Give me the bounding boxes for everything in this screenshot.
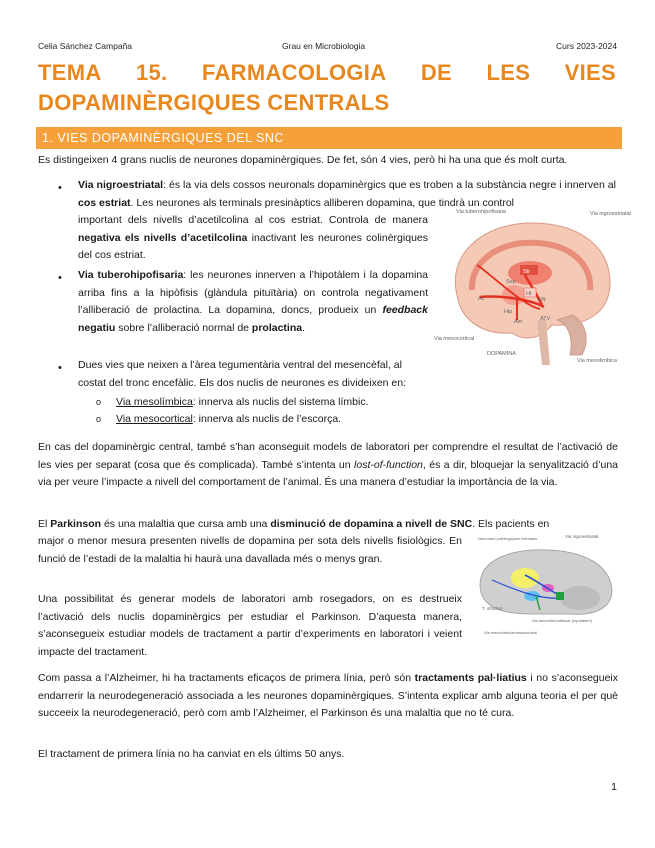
bullet2-feedback: feedback <box>382 304 428 316</box>
bullet1-paragraph-rest <box>78 212 428 265</box>
header-course: Curs 2023-2024 <box>556 41 617 51</box>
header-degree: Grau en Microbiologia <box>282 41 366 51</box>
intro-paragraph: Es distingeixen 4 grans nuclis de neurones dopaminèrgiques. De fet, són 4 vies, però hi ha una que és molt curta. <box>38 154 568 166</box>
bullet2-text-c: . <box>302 321 306 334</box>
page-title <box>38 58 616 118</box>
title-word: FARMACOLOGIA <box>201 60 387 85</box>
bullet3-paragraph: Dues vies que neixen a l’àrea tegumentària ventral del mesencèfal, al costat del tronc encefàlic. Els dos nuclis de neurones es divideixen en: <box>78 359 407 389</box>
mesocortical-term: Via mesocortical <box>116 413 193 425</box>
paragraph-lab-models <box>38 439 618 492</box>
sub-bullet-mesocortical <box>96 411 342 428</box>
fig2-label-olf: T. olfactori <box>482 606 503 611</box>
rodent-vta-box <box>556 592 564 600</box>
label-sn: SN <box>538 297 546 303</box>
para4-text-b: i no s’aconsegueix endarrerir la neurodegeneració associada a les neurones dopaminèrgiques. S’intenta explicar amb alguna teoria el per què succeeix la neurodegeneració, però com amb l’Alzheimer, el Parkinson és una malaltia que no té cura. <box>38 672 619 719</box>
sub-bullet-mesolimbica <box>96 394 369 411</box>
bullet2-strong2: prolactina <box>251 321 303 334</box>
mesolimbica-text: : innerva als nuclis del sistema límbic. <box>192 396 369 408</box>
bullet-dot: • <box>58 362 62 374</box>
label-dopamina: DOPAMINA <box>487 351 516 357</box>
rodent-brain-figure <box>470 530 620 640</box>
title-word: VIES <box>564 60 616 85</box>
fig2-label-nucli: Neurones colinèrgiques estriatals <box>478 536 538 541</box>
paragraph-rodent-models: Una possibilitat és generar models de laboratori amb rosegadors, on es destrueix l’activació dels nuclis dopaminèrgics per estudiar el Parkinson. D’aquesta manera, s’aconsegueix estudiar models de tractament a partir d’experiments en laboratori i veient impacte del tractament. <box>38 593 462 658</box>
fig2-label-nigro: Via nigroestriatal <box>565 534 599 539</box>
label-ac: Ac <box>478 296 485 302</box>
para1-text-a: En cas del dopaminèrgic central, també s’han aconseguit models de laboratori per comprendre el resultat de l’activació de les vies per separat (cosa que és complicada). També s’intenta un <box>38 441 618 471</box>
para2-text-c-start: . Els pacients en <box>472 518 550 530</box>
paragraph-palliative <box>38 670 618 723</box>
bullet1-title: Via nigroestriatal <box>78 179 164 191</box>
label-sep: Sep <box>506 279 516 285</box>
para2-parkinson: Parkinson <box>50 518 102 530</box>
title-word: DE <box>420 60 453 85</box>
title-word: LES <box>486 60 531 85</box>
fig2-label-tubero: Via tuberoinfundibular (hipotàlem) <box>532 618 592 623</box>
label-nigro: Via nigroestriatal <box>590 211 631 217</box>
rodent-striatum <box>511 568 539 588</box>
mesolimbica-term: Via mesolímbica <box>116 396 193 408</box>
bullet2-text-b: sobre l’alliberació normal de <box>115 321 252 334</box>
para4-text-a: Com passa a l’Alzheimer, hi ha tractaments eficaços de primera línia, però són <box>38 672 415 684</box>
sub-bullet-marker: o <box>96 397 102 407</box>
header-author: Celia Sánchez Campaña <box>38 41 133 51</box>
para2-text-b: és una malaltia que cursa amb una <box>101 518 271 530</box>
bullet2-strong1: negatiu <box>78 321 116 334</box>
bullet1-text-a: : és la via dels cossos neuronals dopaminèrgics que es troben a la substància negre i innerven al <box>163 179 616 191</box>
bullet1-strong2: negativa els nivells d’acetilcolina <box>78 231 248 244</box>
label-str: Str <box>523 269 531 275</box>
bullet1-strong1: cos estriat <box>78 196 131 209</box>
label-ht: Ht <box>526 291 532 297</box>
bullet2-title: Via tuberohipofisaria <box>78 269 184 281</box>
rodent-cerebellum <box>560 586 600 610</box>
bullet1-text-c: inactivant les neurones colinèrgiques del cos estriat. <box>78 231 428 261</box>
bullet-dot: • <box>58 272 62 284</box>
label-hip: Hip <box>504 309 513 315</box>
mesocortical-text: : innerva als nuclis de l’escorça. <box>192 413 342 425</box>
para1-text-b: , és a dir, bloquejar la senyalització d’una via per veure l’impacte a nivell del comportament de l’animal. És una manera d’estudiar la importància de la via. <box>38 458 618 488</box>
para4-strong: tractaments pal·liatius <box>414 672 527 684</box>
para1-italic: lost-of-function <box>354 458 423 471</box>
bullet2-text-a: : les neurones innerven a l’hipotàlem i la dopamina arriba fins a la hipòfisis (glàndula pituïtària) on controla negativament l’alliberació de prolactina. La dopamina, doncs, produeix un <box>78 269 428 316</box>
label-mesolimbica: Via mesolimbica <box>577 358 617 364</box>
bullet1-text-b-end: important dels nivells d’acetilcolina al cos estriat. Controla de manera <box>78 214 428 226</box>
title-line-1 <box>38 58 616 88</box>
bullet2-paragraph <box>78 267 428 337</box>
section-heading: 1. VIES DOPAMINÈRGIQUES DEL SNC <box>36 127 622 149</box>
paragraph-parkinson-rest: major o menor mesura presenten nivells de dopamina per sota dels nivells fisiològics. En funció de l’estadi de la malaltia hi haurà una davallada més o menys gran. <box>38 535 462 565</box>
sub-bullet-marker: o <box>96 414 102 424</box>
paragraph-first-line-treatment: El tractament de primera línia no ha canviat en els últims 50 anys. <box>38 748 345 760</box>
label-tubero: Via tuberohipofisaria <box>456 209 507 215</box>
dopamine-pathways-brain-figure <box>432 205 631 375</box>
title-line-2: DOPAMINÈRGIQUES CENTRALS <box>38 90 390 115</box>
para2-strong2: disminució de dopamina a nivell de SNC <box>270 518 473 530</box>
bullet1-text-b-start: . Les neurones als terminals presinàptics alliberen dopamina, que tindrà un control <box>130 196 515 209</box>
bullet-dot: • <box>58 182 62 194</box>
label-mesocortical: Via mesocortical <box>434 336 475 342</box>
label-atv: ATV <box>540 316 551 322</box>
title-word: TEMA <box>38 60 102 85</box>
para2-text-a: El <box>38 518 51 530</box>
page-number: 1 <box>611 781 617 793</box>
title-word: 15. <box>135 60 168 85</box>
fig2-label-meso: Via mesolímbica/mesocortical <box>484 630 537 635</box>
label-am: Am <box>514 319 523 325</box>
